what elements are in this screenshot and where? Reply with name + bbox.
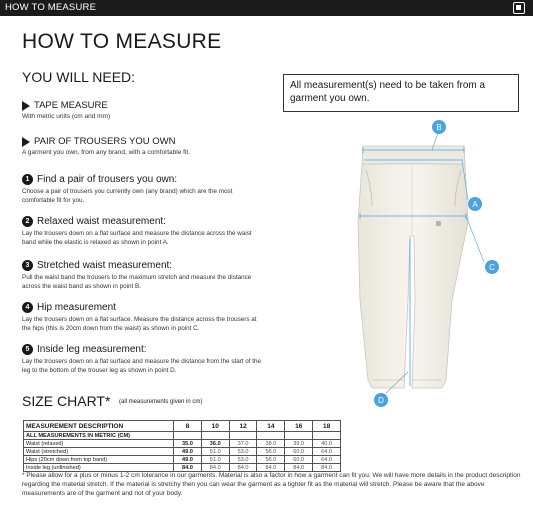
- step-number-badge: 5: [22, 344, 33, 355]
- size-chart-note: (all measurements given in cm): [119, 399, 203, 405]
- need-item-sub: A garment you own, from any brand, with a comfortable fit.: [22, 149, 190, 156]
- label-b: B: [436, 123, 442, 132]
- label-d: D: [378, 396, 384, 405]
- trousers-waistband: [362, 146, 465, 164]
- row-label: Inside leg (unfinished): [24, 464, 174, 472]
- table-cell: 49.0: [174, 456, 202, 464]
- table-cell: 56.0: [257, 456, 285, 464]
- table-cell: 51.0: [201, 456, 229, 464]
- step-number-badge: 1: [22, 174, 33, 185]
- table-cell: 60.0: [285, 456, 313, 464]
- need-item-sub: With metric units (cm and mm): [22, 113, 111, 120]
- header-cell: 10: [201, 421, 229, 432]
- header-cell: 14: [257, 421, 285, 432]
- header-cell: 18: [313, 421, 341, 432]
- footnote: * Please allow for a plus or minus 1-2 cm tolerance in our garments. Material is also a factor in how a garment can fit you. We will have more details in the product description regarding the material stretch. If the material is stretchy then you can wear the garment as a tighter fit as the material will stretch. Please be aware that the above measurements are of the garment and not of your body.: [22, 472, 521, 497]
- step-number-badge: 4: [22, 302, 33, 313]
- page-title: HOW TO MEASURE: [22, 30, 222, 53]
- table-cell: 84.0: [257, 464, 285, 472]
- table-row: [24, 440, 341, 448]
- header-cell: 8: [174, 421, 202, 432]
- table-cell: 40.0: [313, 440, 341, 448]
- table-cell: 53.0: [229, 456, 257, 464]
- header-cell: 16: [285, 421, 313, 432]
- need-item-label: PAIR OF TROUSERS YOU OWN: [34, 136, 176, 147]
- table-cell: 56.0: [257, 448, 285, 456]
- row-label: Hips (20cm down from top band): [24, 456, 174, 464]
- table-cell: 84.0: [285, 464, 313, 472]
- you-will-need-title: YOU WILL NEED:: [22, 69, 136, 85]
- table-cell: 84.0: [229, 464, 257, 472]
- header-cell: MEASUREMENT DESCRIPTION: [24, 421, 174, 432]
- table-cell: 84.0: [201, 464, 229, 472]
- table-cell: 84.0: [313, 464, 341, 472]
- table-cell: 37.0: [229, 440, 257, 448]
- row-label: Waist (relaxed): [24, 440, 174, 448]
- table-cell: 36.0: [201, 440, 229, 448]
- table-row: [24, 456, 341, 464]
- step-title: Relaxed waist measurement:: [37, 216, 166, 227]
- measurement-note-box: All measurement(s) need to be taken from a garment you own.: [283, 74, 519, 112]
- table-header-row: [24, 421, 341, 432]
- label-b-badge: [432, 120, 446, 134]
- table-cell: 51.0: [201, 448, 229, 456]
- step-title: Find a pair of trousers you own:: [37, 174, 178, 185]
- table-cell: 35.0: [174, 440, 202, 448]
- table-cell: 64.0: [313, 456, 341, 464]
- table-cell: 64.0: [313, 448, 341, 456]
- step-number-badge: 2: [22, 216, 33, 227]
- size-chart-table: [23, 420, 341, 472]
- step-body: Choose a pair of trousers you currently own (any brand) which are the most comfortable fit for you.: [22, 188, 233, 204]
- label-c-badge: [485, 260, 499, 274]
- step-title: Hip measurement: [37, 302, 116, 313]
- step-title: Inside leg measurement:: [37, 344, 147, 355]
- table-cell: 60.0: [285, 448, 313, 456]
- step-title: Stretched waist measurement:: [37, 260, 173, 271]
- step-body: Lay the trousers down on a flat surface and measure the distance across the waist band while the elastic is relaxed as shown in point A.: [22, 230, 252, 246]
- row-label: Waist (stretched): [24, 448, 174, 456]
- header-cell: 12: [229, 421, 257, 432]
- need-item-label: TAPE MEASURE: [34, 100, 108, 111]
- step-number-badge: 3: [22, 260, 33, 271]
- step-body: Lay the trousers down on a flat surface and measure the distance from the start of the leg to the bottom of the trouser leg as shown in point D.: [22, 358, 262, 374]
- subheader-cell: ALL MEASUREMENTS IN METRIC (CM): [24, 432, 174, 440]
- label-a-badge: [468, 197, 482, 211]
- label-a: A: [472, 200, 478, 209]
- label-c: C: [489, 263, 495, 272]
- step-body: Pull the waist band the trousers to the maximum stretch and measure the distance across the waist band as shown in point B.: [22, 274, 252, 290]
- size-chart-title: SIZE CHART*: [22, 393, 111, 409]
- table-row: [24, 448, 341, 456]
- table-cell: 49.0: [174, 448, 202, 456]
- table-cell: 53.0: [229, 448, 257, 456]
- label-d-badge: [374, 393, 388, 407]
- table-subheader-row: [24, 432, 341, 440]
- table-cell: 39.0: [285, 440, 313, 448]
- top-bar-title: HOW TO MEASURE: [5, 2, 97, 13]
- table-cell: 38.0: [257, 440, 285, 448]
- table-cell: 84.0: [174, 464, 202, 472]
- step-body: Lay the trousers down on a flat surface. Measure the distance across the trousers at the hips (this is 20cm down from the waist) as shown in point C.: [22, 316, 257, 332]
- trousers-body: [358, 164, 468, 388]
